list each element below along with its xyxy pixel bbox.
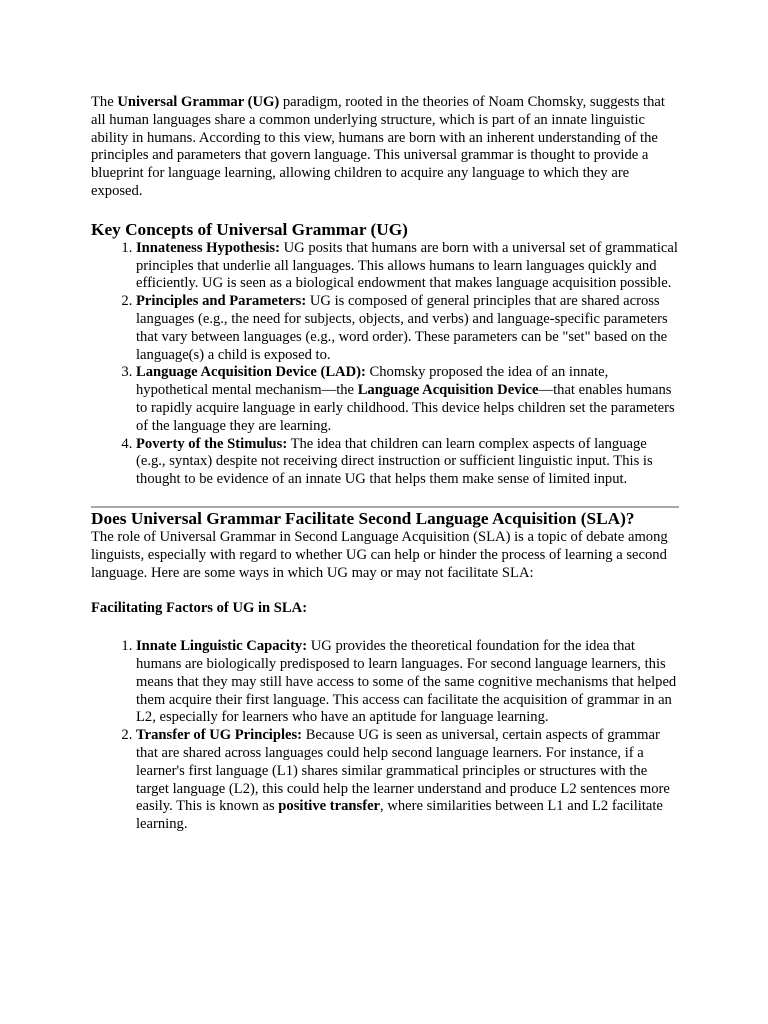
item-term: Language Acquisition Device (LAD): [136, 364, 366, 381]
intro-text: paradigm, rooted in the theories of Noam Chomsky, suggests that all human languages share a common underlying structure, which is part of an innate linguistic ability in humans. According to this view, humans are born with an inherent understanding of the principles and parameters that govern language. This universal grammar is thought to provide a blueprint for language learning, allowing children to acquire any language to which they are exposed. [91, 94, 665, 199]
intro-lead: The [91, 94, 118, 110]
item-text: UG posits that humans are born with a universal set of grammatical principles that underlie all languages. This allows humans to learn languages quickly and efficiently. UG is seen as a biological endowment that makes language acquisition possible. [136, 239, 678, 292]
list-item [136, 293, 679, 364]
list-item [136, 727, 679, 834]
item-text: UG is composed of general principles that are shared across languages (e.g., the need for subjects, objects, and verbs) and language-specific parameters that vary between languages (e.g., word order). These parameters can be "set" based on the language(s) a child is exposed to. [136, 293, 668, 363]
sla-heading: Does Universal Grammar Facilitate Second Language Acquisition (SLA)? [91, 508, 635, 528]
sla-intro-paragraph: The role of Universal Grammar in Second Language Acquisition (SLA) is a topic of debate among linguists, especially with regard to whether UG can help or hinder the process of learning a second language. Here are some ways in which UG may or may not facilitate SLA: [91, 528, 668, 581]
list-item [136, 364, 679, 435]
list-item [136, 240, 679, 293]
item-term: Principles and Parameters: [136, 293, 307, 310]
key-concepts-list [91, 240, 679, 489]
facilitating-factors-heading: Facilitating Factors of UG in SLA: [91, 600, 308, 617]
item-text: , where similarities between L1 and L2 facilitate learning. [136, 798, 663, 833]
intro-term: Universal Grammar (UG) [117, 94, 280, 110]
item-text: The idea that children can learn complex aspects of language (e.g., syntax) despite not receiving direct instruction or sufficient linguistic input. This is thought to be evidence of an innate UG that helps them make sense of limited input. [136, 435, 653, 488]
item-text: Because UG is seen as universal, certain aspects of grammar that are shared across languages could help second language learners. For instance, if a learner's first language (L1) shares similar grammatical principles or structures with the target language (L2), this could help the learner understand and produce L2 sentences more easily. This is known as [136, 727, 670, 815]
item-term: Poverty of the Stimulus: [136, 435, 288, 452]
key-concepts-heading: Key Concepts of Universal Grammar (UG) [91, 219, 408, 239]
item-text: Chomsky proposed the idea of an innate, hypothetical mental mechanism—the [136, 364, 609, 399]
item-text: UG provides the theoretical foundation for the idea that humans are biologically predisposed to learn languages. For second language learners, this means that they may still have access to some of the same cognitive mechanisms that helped them acquire their first language. This access can facilitate the acquisition of grammar in an L2, especially for learners who have an aptitude for language learning. [136, 638, 677, 726]
item-inline-term: positive transfer [278, 798, 381, 815]
list-item [136, 436, 679, 489]
facilitating-factors-list [91, 638, 679, 834]
list-item [136, 638, 679, 727]
intro-paragraph [91, 94, 679, 201]
item-term: Innate Linguistic Capacity: [136, 638, 308, 655]
document-page [91, 94, 679, 834]
item-inline-term: Language Acquisition Device [357, 382, 539, 399]
item-term: Transfer of UG Principles: [136, 727, 303, 744]
item-text: —that enables humans to rapidly acquire language in early childhood. This device helps children set the parameters of the language they are learning. [136, 382, 675, 434]
item-term: Innateness Hypothesis: [136, 239, 280, 256]
